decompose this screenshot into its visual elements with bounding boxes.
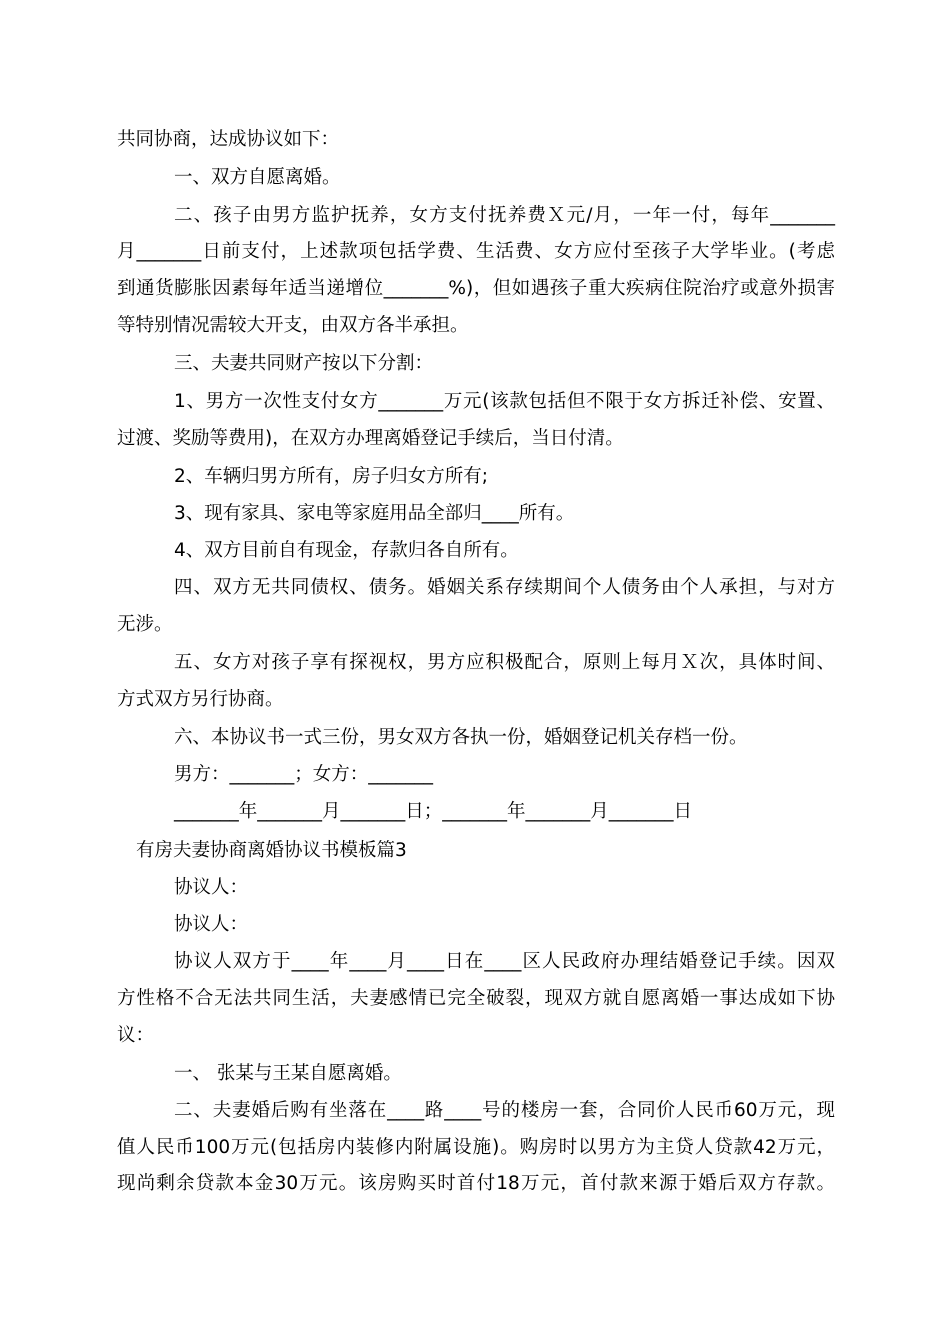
paragraph-line: 到通货膨胀因素每年适当递增位_______%)，但如遇孩子重大疾病住院治疗或意外损害: [117, 278, 835, 299]
paragraph-line: 过渡、奖励等费用)，在双方办理离婚登记手续后，当日付清。: [117, 428, 624, 449]
list-item: 4、双方目前自有现金，存款归各自所有。: [174, 540, 519, 561]
party-label: 协议人：: [174, 877, 249, 898]
paragraph-line: 二、孩子由男方监护抚养，女方支付抚养费Ｘ元/月，一年一付，每年_______: [174, 205, 835, 226]
paragraph-line: 协议人双方于____年____月____日在____区人民政府办理结婚登记手续。因双: [174, 951, 835, 972]
party-label: 协议人：: [174, 914, 249, 935]
clause-heading: 三、夫妻共同财产按以下分割：: [174, 353, 434, 374]
paragraph-line: 二、夫妻婚后购有坐落在____路____号的楼房一套，合同价人民币60万元，现: [174, 1100, 835, 1121]
list-item: 3、现有家具、家电等家庭用品全部归____所有。: [174, 503, 575, 524]
clause-heading: 一、双方自愿离婚。: [174, 167, 341, 188]
signature-line: 男方：_______；女方：_______: [174, 764, 434, 785]
paragraph-line: 五、女方对孩子享有探视权，男方应积极配合，原则上每月Ｘ次，具体时间、: [174, 652, 835, 673]
date-line: _______年_______月_______日；_______年_______月_______日: [174, 801, 693, 822]
paragraph-line: 四、双方无共同债权、债务。婚姻关系存续期间个人债务由个人承担，与对方: [174, 577, 835, 598]
paragraph-line: 方性格不合无法共同生活，夫妻感情已完全破裂，现双方就自愿离婚一事达成如下协: [117, 988, 835, 1009]
paragraph-line: 议：: [117, 1025, 155, 1046]
clause-heading: 一、 张某与王某自愿离婚。: [174, 1063, 402, 1084]
paragraph-line: 方式双方另行协商。: [117, 689, 284, 710]
paragraph-line: 月_______日前支付，上述款项包括学费、生活费、女方应付至孩子大学毕业。(考虑: [117, 241, 835, 262]
paragraph-line: 值人民币100万元(包括房内装修内附属设施)。购房时以男方为主贷人贷款42万元，: [117, 1137, 835, 1158]
paragraph-line: 六、本协议书一式三份，男女双方各执一份，婚姻登记机关存档一份。: [174, 727, 748, 748]
paragraph-line: 无涉。: [117, 614, 173, 635]
paragraph-line: 现尚剩余贷款本金30万元。该房购买时首付18万元，首付款来源于婚后双方存款。: [117, 1173, 835, 1194]
paragraph-line: 共同协商，达成协议如下：: [117, 129, 340, 150]
list-item: 2、车辆归男方所有，房子归女方所有;: [174, 466, 489, 487]
paragraph-line: 1、男方一次性支付女方_______万元(该款包括但不限于女方拆迁补偿、安置、: [174, 391, 835, 412]
section-title: 有房夫妻协商离婚协议书模板篇3: [136, 840, 407, 861]
paragraph-line: 等特别情况需较大开支，由双方各半承担。: [117, 315, 469, 336]
